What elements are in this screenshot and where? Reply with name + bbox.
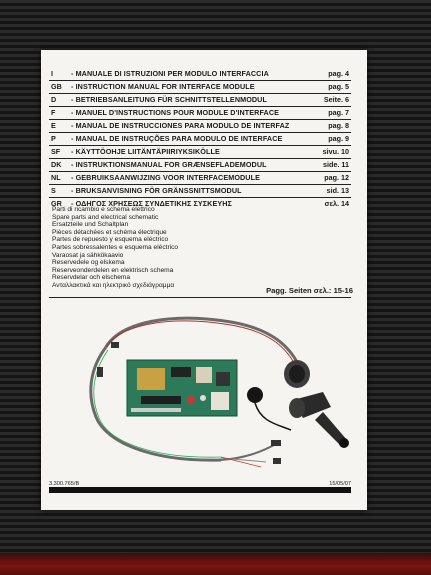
language-title: - MANUAL DE INSTRUCCIONES PARA MODULO DE INTERFAZ [71, 121, 290, 130]
language-page: side. 11 [323, 160, 349, 169]
language-row-it [49, 68, 351, 81]
language-page: Seite. 6 [323, 95, 349, 104]
language-title: - GEBRUIKSAANWIJZING VOOR INTERFACEMODULE [71, 173, 260, 182]
language-row-sf [49, 146, 351, 159]
document-code: 3.300.765/B [49, 481, 80, 487]
parts-line: Partes de repuesto y esquema eléctrico [52, 236, 169, 244]
language-code: S [51, 186, 56, 195]
manual-cover-sheet [41, 50, 367, 510]
language-code: E [51, 121, 56, 130]
language-row-s [49, 185, 351, 198]
document-date: 15/05/07 [329, 481, 351, 487]
parts-line: Parti di ricambio e schema elettrico [52, 206, 155, 213]
language-title: - MANUAL DE INSTRUÇÕES PARA MODULO DE INTERFACE [71, 134, 283, 143]
interface-module-photo [61, 312, 351, 472]
red-table-edge [0, 553, 431, 575]
language-page: pag. 5 [328, 82, 349, 91]
language-code: GB [51, 82, 62, 91]
footer-bar [49, 487, 351, 493]
parts-page-reference: Pagg. Seiten σελ.: 15-16 [266, 286, 353, 295]
language-code: D [51, 95, 57, 104]
parts-line: Pièces détachées et schéma électrique [52, 228, 167, 236]
parts-line: Partes sobressalentes e esquema eléctrico [52, 243, 179, 251]
language-row-gb [49, 81, 351, 94]
language-code: GR [51, 199, 62, 208]
language-title: - MANUEL D'INSTRUCTIONS POUR MODULE D'INTERFACE [71, 108, 280, 117]
language-page: pag. 4 [328, 69, 349, 78]
language-page: sid. 13 [326, 186, 349, 195]
language-title: - ΟΔΗΓΟΣ ΧΡΗΣΕΩΣ ΣΥΝΔΕΤΙΚΗΣ ΣΥΣΚΕΥΗΣ [71, 199, 232, 208]
parts-line: Spare parts and electrical schematic [52, 213, 159, 221]
language-title: - BRUKSANVISNING FÖR GRÄNSSNITTSMODUL [71, 186, 242, 195]
language-page: pag. 8 [328, 121, 349, 130]
parts-line: Ανταλλακτικά και ηλεκτρικό σχεδιάγραμμα [52, 281, 175, 289]
parts-line: Reservdelar och elschema [52, 274, 131, 282]
parts-line: Reservedele og elskema [52, 259, 125, 267]
language-code: DK [51, 160, 62, 169]
language-page: pag. 12 [324, 173, 349, 182]
language-title: - INSTRUKTIONSMANUAL FOR GRÆNSEFLADEMODUL [71, 160, 267, 169]
language-page: sivu. 10 [322, 147, 349, 156]
language-code: NL [51, 173, 61, 182]
language-row-p [49, 133, 351, 146]
parts-line: Varaosat ja sähkökaavio [52, 251, 124, 259]
parts-line: Ersatzteile und Schaltplan [52, 221, 129, 229]
language-row-d [49, 94, 351, 107]
language-title: - MANUALE DI ISTRUZIONI PER MODULO INTERFACCIA [71, 69, 269, 78]
language-code: I [51, 69, 53, 78]
spare-parts-list [52, 206, 352, 290]
section-divider [49, 297, 351, 298]
parts-line: Reserveonderdelen en elektrisch schema [52, 266, 174, 274]
language-row-e [49, 120, 351, 133]
language-code: F [51, 108, 56, 117]
language-page: pag. 9 [328, 134, 349, 143]
language-row-f [49, 107, 351, 120]
language-code: P [51, 134, 56, 143]
language-title: - BETRIEBSANLEITUNG FÜR SCHNITTSTELLENMODUL [71, 95, 267, 104]
language-page: σελ. 14 [324, 199, 349, 208]
language-title: - KÄYTTÖOHJE LIITÄNTÄPIIRIYKSIKÖLLE [71, 147, 220, 156]
language-code: SF [51, 147, 61, 156]
language-row-dk [49, 159, 351, 172]
language-title: - INSTRUCTION MANUAL FOR INTERFACE MODULE [71, 82, 255, 91]
language-page: pag. 7 [328, 108, 349, 117]
language-row-nl [49, 172, 351, 185]
